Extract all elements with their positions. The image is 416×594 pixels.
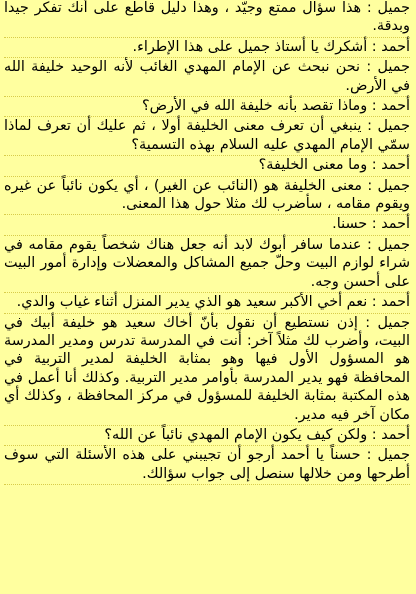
dialogue-text: نحن نبحث عن الإمام المهدي الغائب لأنه الوحيد خليفة الله في الأرض. xyxy=(4,59,410,94)
dialogue-line xyxy=(4,38,410,58)
speaker-separator: : xyxy=(367,157,382,174)
dialogue-text: نعم أخي الأكبر سعيد هو الذي يدير المنزل أثناء غياب والدي. xyxy=(16,294,368,311)
dialogue-text: عندما سافر أبوك لابد أنه جعل هناك شخصاً يقوم مقامه في شراء لوازم البيت وحلّ جميع المشاكل والمعضلات وإدارة أمور البيت على أحسن وجه. xyxy=(4,236,410,290)
speaker-name: جميل xyxy=(377,0,411,16)
speaker-separator: : xyxy=(367,38,382,55)
dialogue-line xyxy=(4,177,410,216)
dialogue-text: هذا سؤال ممتع وجيّد ، وهذا دليل قاطع على أنك تفكر جيدا وبدقة. xyxy=(4,0,410,35)
speaker-separator: : xyxy=(361,0,378,16)
dialogue-text: إذن نستطيع أن نقول بأنّ أخاك سعيد هو خليفة أبيك في البيت، وأضرب لك مثلاً آخر: أنت في المدرسة تدرس ومدير المدرسة هو المسؤول الأول فيها وهو بمثابة الخليفة لمدير التربية في المحافظة فهو يدير المدرسة بأوامر مدير التربية. وكذلك أنا أعمل في هذه المكتبة بمثابة الخليفة للمسؤول في مركز المحافظة ، وكذلك أي مكان آخر فيه مدير. xyxy=(4,314,410,423)
speaker-name: جميل xyxy=(377,314,410,331)
speaker-name: أحمد xyxy=(381,216,410,233)
dialogue-text: ينبغي أن تعرف معنى الخليفة أولا ، ثم عليك أن تعرف لماذا سمّي الإمام المهدي عليه السلام بهذه التسمية؟ xyxy=(4,118,410,153)
speaker-separator: : xyxy=(361,236,378,253)
dialogue-line xyxy=(4,215,410,235)
speaker-name: جميل xyxy=(377,59,410,76)
dialogue-line xyxy=(4,117,410,156)
speaker-name: أحمد xyxy=(381,426,410,443)
speaker-name: جميل xyxy=(377,177,410,194)
speaker-separator: : xyxy=(367,98,382,115)
dialogue-line xyxy=(4,314,410,426)
dialogue-line xyxy=(4,446,410,485)
dialogue-text: حسناً يا أحمد أرجو أن تجيبني على هذه الأسئلة التي سوف أطرحها ومن خلالها سنصل إلى جواب سؤالك. xyxy=(4,447,410,482)
dialogue-text: وما معنى الخليفة؟ xyxy=(258,157,368,174)
speaker-separator: : xyxy=(357,314,378,331)
dialogue-text: وماذا تقصد بأنه خليفة الله في الأرض؟ xyxy=(141,98,368,115)
speaker-name: جميل xyxy=(377,118,410,135)
speaker-name: أحمد xyxy=(381,98,410,115)
dialogue-text: حسنا. xyxy=(332,216,368,233)
speaker-separator: : xyxy=(362,177,378,194)
speaker-name: أحمد xyxy=(381,38,410,55)
speaker-separator: : xyxy=(367,294,382,311)
dialogue-text: أشكرك يا أستاذ جميل على هذا الإطراء. xyxy=(132,38,368,55)
speaker-separator: : xyxy=(361,118,378,135)
dialogue-line xyxy=(4,156,410,176)
dialogue-line xyxy=(4,97,410,117)
dialogue-line xyxy=(4,426,410,446)
speaker-name: أحمد xyxy=(381,157,410,174)
dialogue-text: معنى الخليفة هو (النائب عن الغير) ، أي يكون نائباً عن غيره ويقوم مقامه ، سأضرب لك مثلا حول هذا المعنى. xyxy=(4,177,410,213)
speaker-separator: : xyxy=(360,447,378,464)
dialogue-line xyxy=(4,58,410,97)
dialogue-text: ولكن كيف يكون الإمام المهدي نائباً عن الله؟ xyxy=(104,426,368,443)
speaker-separator: : xyxy=(367,216,382,233)
dialogue-line xyxy=(4,0,410,38)
speaker-separator: : xyxy=(367,426,382,443)
speaker-name: جميل xyxy=(377,236,410,253)
speaker-name: جميل xyxy=(377,447,411,464)
dialogue-line xyxy=(4,236,410,293)
dialogue-line xyxy=(4,293,410,313)
speaker-separator: : xyxy=(360,59,378,76)
speaker-name: أحمد xyxy=(381,294,410,311)
